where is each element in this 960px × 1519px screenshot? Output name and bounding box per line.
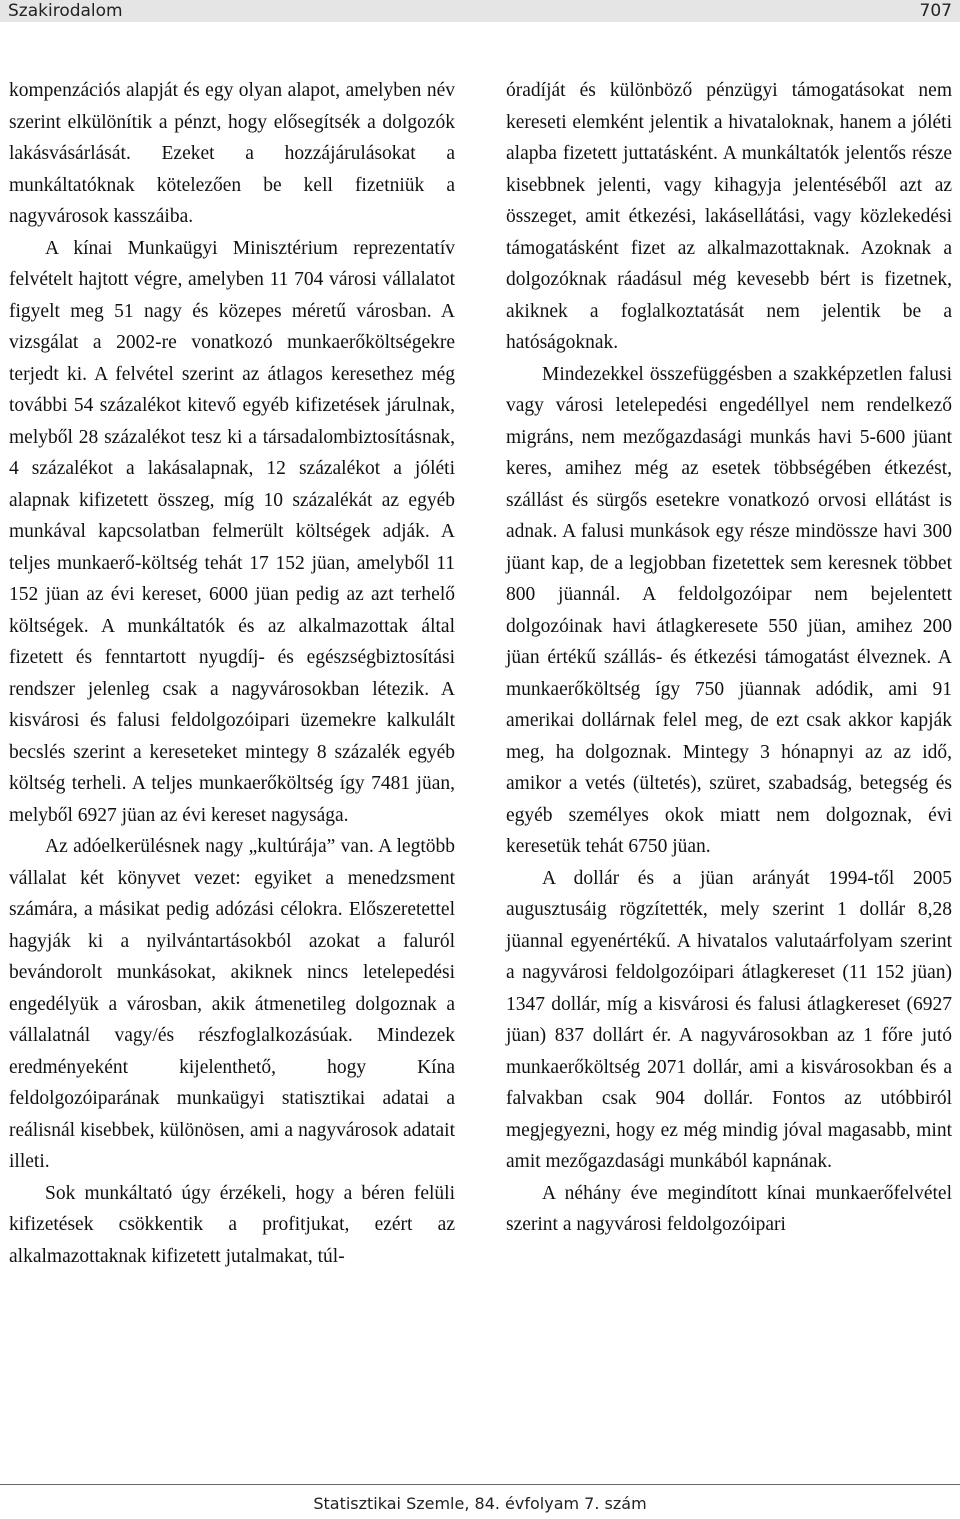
paragraph: óradíját és különböző pénzügyi támogatásokat nem kereseti elemként jelentik a hivataloknak, hanem a jóléti alapba fizetett juttatásként. A munkáltatók jelentős része kisebbnek jelenti, vagy kihagyja jelentéséből azt az összeget, amit étkezési, lakásellátási, vagy közlekedési támogatásként fizet az alkalmazottaknak. Azoknak a dolgozóknak ráadásul még kevesebb bért is fizetnek, akiknek a foglalkoztatását nem jelentik be a hatóságoknak. [506,80,952,353]
paragraph: A néhány éve megindított kínai munkaerőfelvétel szerint a nagyvárosi feldolgozóipari [506,1182,952,1235]
paragraph: A dollár és a jüan arányát 1994-től 2005 augusztusáig rögzítették, mely szerint 1 dollár 8,28 jüannal egyenértékű. A hivatalos valutaárfolyam szerint a nagyvárosi feldolgozóipari átlagkereset (11 152 jüan) 1347 dollár, míg a kisvárosi és falusi átlagkereset (6927 jüan) 837 dollárt ér. A nagyvárosokban az 1 főre jutó munkaerőköltség 2071 dollár, ami a kisvárosokban és a falvakban csak 904 dollár. Fontos az utóbbiról megjegyezni, hogy ez még mindig jóval magasabb, mint amit mezőgazdasági munkából kapnának. [506,867,952,1172]
page-number: 707 [919,1,952,21]
paragraph: Mindezekkel összefüggésben a szakképzetlen falusi vagy városi letelepedési engedéllyel nem rendelkező migráns, nem mezőgazdasági munkás havi 5-600 jüant keres, amihez még az esetek többségében étkezést, szállást és sürgős esetekre vonatkozó orvosi ellátást is adnak. A falusi munkások egy része mindössze havi 300 jüant kap, de a legjobban fizetettek sem keresnek többet 800 jüannál. A feldolgozóipar nem bejelentett dolgozóinak havi átlagkeresete 550 jüan, amihez 200 jüan értékű szállás- és étkezési támogatást élveznek. A munkaerőköltség így 750 jüannak adódik, ami 91 amerikai dollárnak felel meg, de ezt csak akkor kapják meg, ha dolgoznak. Mintegy 3 hónapnyi az az idő, amikor a vetés (ültetés), szüret, szabadság, betegség és egyéb személyes okok miatt nem dolgoznak, évi keresetük tehát 6750 jüan. [506,363,952,857]
paragraph: A kínai Munkaügyi Minisztérium reprezentatív felvételt hajtott végre, amelyben 11 704 városi vállalatot figyelt meg 51 nagy és közepes méretű városban. A vizsgálat a 2002-re vonatkozó munkaerőköltségekre terjedt ki. A felvétel szerint az átlagos keresethez még további 54 százalékot kitevő egyéb kifizetések járulnak, melyből 28 százalékot tesz ki a társadalombiztosításnak, 4 százalékot a lakásalapnak, 12 százalékot a jóléti alapnak kifizetett összeg, míg 10 százalékát az egyéb munkával kapcsolatban felmerült költségek adják. A teljes munkaerő-költség tehát 17 152 jüan, amelyből 11 152 jüan az évi kereset, 6000 jüan pedig az azt terhelő költségek. A munkáltatók és az alkalmazottak által fizetett és fenntartott nyugdíj- és egészségbiztosítási rendszer jelenleg csak a nagyvárosokban létezik. A kisvárosi és falusi feldolgozóipari üzemekre kalkulált becslés szerint a kereseteket mintegy 8 százalék egyéb költség terheli. A teljes munkaerőköltség így 7481 jüan, melyből 6927 jüan az évi kereset nagysága. [9,237,455,826]
section-title: Szakirodalom [8,1,123,21]
paragraph: kompenzációs alapját és egy olyan alapot, amelyben név szerint elkülönítik a pénzt, hogy elősegítsék a dolgozók lakásvásárlását. Ezeket a hozzájárulásokat a munkáltatóknak kötelezően be kell fizetniük a nagyvárosok kasszáiba. [9,80,455,227]
paragraph: Az adóelkerülésnek nagy „kultúrája” van. A legtöbb vállalat két könyvet vezet: egyiket a menedzsment számára, a másikat pedig adózási célokra. Előszeretettel hagyják ki a nyilvántartásokból azokat a faluról bevándorolt munkásokat, akiknek nincs letelepedési engedélyük a városban, akik átmenetileg dolgoznak a vállalatnál vagy/és részfoglalkozásúak. Mindezek eredményeként kijelenthető, hogy Kína feldolgozóiparának munkaügyi statisztikai adatai a reálisnál kisebbek, különösen, ami a nagyvárosok adatait illeti. [9,836,455,1172]
running-header [0,0,960,22]
paragraph: Sok munkáltató úgy érzékeli, hogy a béren felüli kifizetések csökkentik a profitjukat, ezért az alkalmazottaknak kifizetett jutalmakat, túl- [9,1182,455,1267]
left-column [9,75,455,1272]
journal-footer: Statisztikai Szemle, 84. évfolyam 7. szám [313,1494,647,1513]
footer-divider [0,1484,960,1485]
right-column [506,75,952,1241]
